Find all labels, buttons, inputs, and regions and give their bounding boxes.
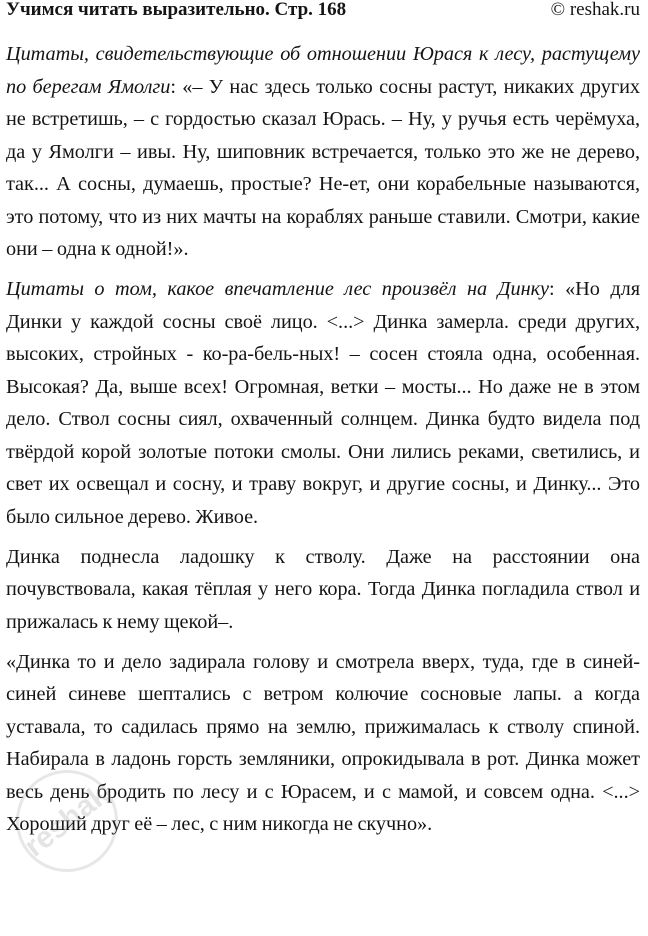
- site-link[interactable]: © reshak.ru: [550, 0, 640, 20]
- reshak-watermark: reshak: [0, 749, 139, 892]
- paragraph-dinka-impression: [6, 273, 640, 533]
- paragraph-lead: Цитаты, свидетельствующие об отношении Юрася к лесу, растущему по берегам Ямолги: [6, 43, 640, 98]
- paragraph-text: Динка поднесла ладошку к стволу. Даже на расстоянии она почувствовала, какая тёплая у него кора. Тогда Динка погладила ствол и прижалась к нему щекой–.: [6, 545, 640, 633]
- page-title: Учимся читать выразительно. Стр. 168: [6, 0, 347, 20]
- paragraph-text: : «Но для Динки у каждой сосны своё лицо. <...> Динка замерла. среди других, высоких, стройных - ко-ра-бель-ных! – сосен стояла одна, особенная. Высокая? Да, выше всех! Огромная, ветки – мосты... Но даже не в этом дело. Ствол сосны сиял, охваченный солнцем. Динка будто видела под твёрдой корой золотые потоки смолы. Они лились реками, светились, и свет их освещал и сосну, и траву вокруг, и другие сосны, и Динку... Это было сильное дерево. Живое.: [6, 278, 640, 528]
- paragraph-dinka-touch: [6, 541, 640, 639]
- paragraph-lead: Цитаты о том, какое впечатление лес произвёл на Динку: [6, 278, 549, 300]
- paragraph-forest-friend: [6, 646, 640, 841]
- paragraph-yuras-quotes: [6, 38, 640, 266]
- paragraph-text: : «– У нас здесь только сосны растут, никаких других не встретишь, – с гордостью сказал Юрась. – Ну, у ручья есть черёмуха, да у Ямолги – ивы. Ну, шиповник встречается, только это же не дерево, так... А сосны, думаешь, простые? Не-ет, они корабельные называются, это потому, что из них мачты на кораблях раньше ставили. Смотри, какие они – одна к одной!».: [6, 75, 641, 260]
- paragraph-text: «Динка то и дело задирала голову и смотрела вверх, туда, где в синей-синей синеве шептались с ветром колючие сосновые лапы. а когда уставала, то садилась прямо на землю, прижималась к стволу спиной. Набирала в ладонь горсть земляники, опрокидывала в рот. Динка может весь день бродить по лесу и с Юрасем, и с мамой, и совсем одна. <...> Хороший друг её – лес, с ним никогда не скучно».: [6, 650, 640, 835]
- page-header: [6, 0, 640, 30]
